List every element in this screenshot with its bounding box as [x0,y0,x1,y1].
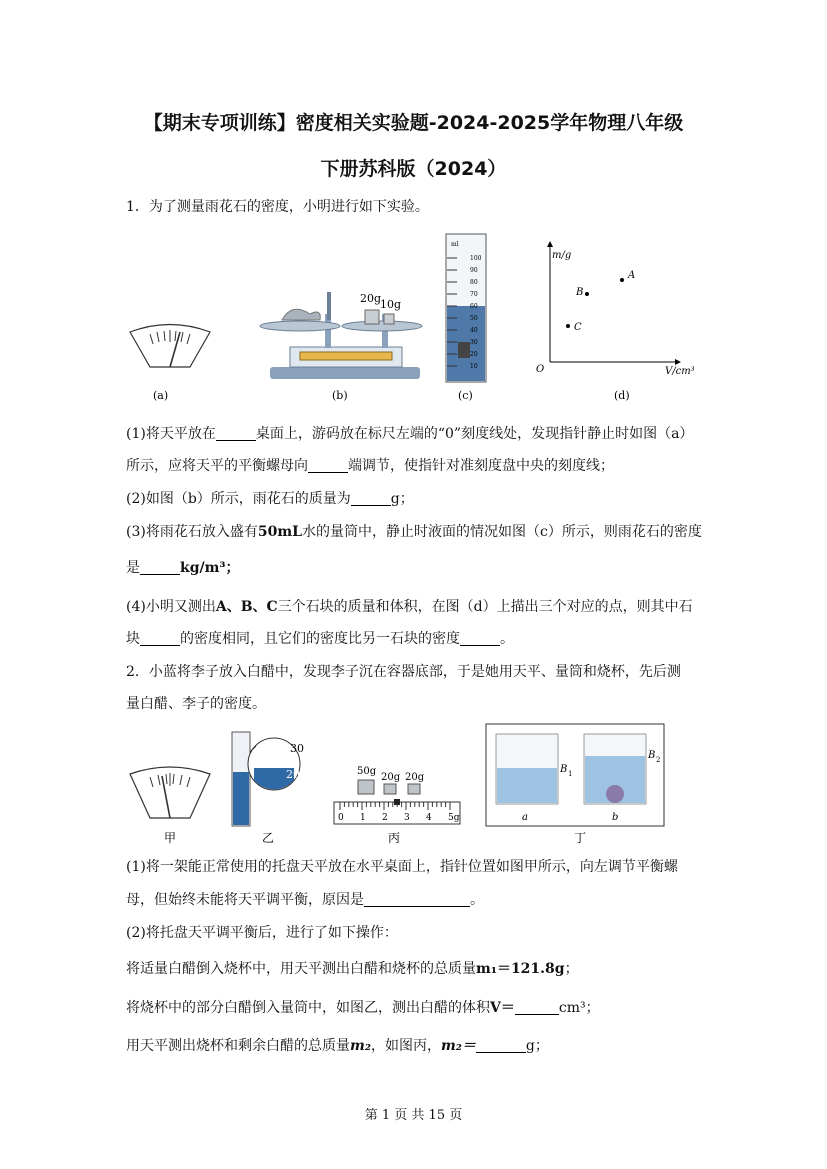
scale-label: 0 [338,813,344,823]
q1-figure [120,222,720,412]
label-b2-sub: 2 [656,756,661,764]
scale-label: 1 [360,813,366,823]
cap-yi: 乙 [262,831,275,845]
balance-b-figure [260,292,422,402]
cyl-tick-label: 50 [470,315,478,322]
cyl-tick-label: 60 [470,303,478,310]
answer-blank-9[interactable] [476,1038,526,1053]
q2-figure [124,722,684,852]
point-a-label: A [628,270,636,281]
label-b1: B [560,764,568,775]
q1-stem: 1．为了测量雨花石的密度，小明进行如下实验。 [126,199,429,215]
cap-b: (b) [332,389,348,402]
zoom-30: 30 [290,742,304,755]
cap-jia: 甲 [164,831,177,845]
graph-origin: O [536,364,545,375]
weight-20g: 20g [360,292,382,305]
q1-part3-line2: 是 kg/m³； [126,560,240,576]
graph-ylabel: m/g [552,250,572,261]
answer-blank-3[interactable] [351,491,391,506]
zoom-20: 20 [286,768,300,781]
label-sub-b: b [612,812,619,823]
q2-step2: 将烧杯中的部分白醋倒入量筒中，如图乙，测出白醋的体积V＝ cm³； [126,1000,600,1016]
cyl-tick-label: 90 [470,267,478,274]
cyl-tick-label: 70 [470,291,478,298]
q1-part4-line2: 块 的密度相同，且它们的密度比另一石块的密度 。 [126,631,514,647]
cap-d: (d) [614,389,630,402]
q2-step3: 用天平测出烧杯和剩余白醋的总质量m₂，如图丙，m₂＝ g； [126,1038,549,1054]
graph-d-figure [536,242,695,402]
label-sub-a: a [522,812,528,823]
scale-label: 3 [404,813,410,823]
cap-ding: 丁 [574,831,587,845]
cyl-tick-label: 100 [470,255,482,262]
cylinder-yi-figure [232,732,304,845]
doc-title-line1: 【期末专项训练】密度相关实验题-2024-2025学年物理八年级 [143,112,684,134]
label-b2: B [648,750,656,761]
answer-blank-6[interactable] [460,631,500,646]
q2-part1-line1: (1)将一架能正常使用的托盘天平放在水平桌面上，指针位置如图甲所示，向左调节平衡螺 [126,859,678,875]
point-b [585,292,589,296]
q2-part2: (2)将托盘天平调平衡后，进行了如下操作： [126,925,398,941]
q1-part4-line1: (4)小明又测出A、B、C三个石块的质量和体积，在图（d）上描出三个对应的点，则其中石 [126,599,693,615]
q1-part3-line1: (3)将雨花石放入盛有50mL水的量筒中，静止时液面的情况如图（c）所示，则雨花石的密度 [126,524,702,540]
point-b-label: B [576,287,584,298]
dial-a-figure [130,325,210,403]
q1-part1-line2: 所示，应将天平的平衡螺母向 端调节，使指针对准刻度盘中央的刻度线； [126,458,614,474]
cap-a: (a) [153,389,169,402]
q2-stem-line2: 量白醋、李子的密度。 [126,696,266,712]
scale-label: 4 [426,813,432,823]
cyl-unit: ml [451,241,459,248]
doc-title-line2: 下册苏科版（2024） [320,158,507,180]
q2-stem-line1: 2．小蓝将李子放入白醋中，发现李子沉在容器底部，于是她用天平、量筒和烧杯，先后测 [126,664,681,680]
answer-blank-4[interactable] [140,560,180,575]
cylinder-c-figure [446,234,486,402]
scale-bing-figure [334,766,460,845]
weight-20g-b: 20g [405,772,425,783]
q1-part1-line1: (1)将天平放在 桌面上，游码放在标尺左端的“0”刻度线处，发现指针静止时如图（a） [126,426,694,442]
beakers-ding-figure [486,724,664,845]
point-c-label: C [574,322,582,333]
scale-label: 5g [448,813,460,823]
graph-xlabel: V/cm³ [665,366,695,377]
answer-blank-1[interactable] [216,426,256,441]
cyl-tick-label: 20 [470,351,478,358]
q2-part1-line2: 母，但始终未能将天平调平衡，原因是 。 [126,892,484,908]
answer-blank-5[interactable] [140,631,180,646]
q1-part2: (2)如图（b）所示，雨花石的质量为 g； [126,491,414,507]
label-b1-sub: 1 [568,770,573,778]
weight-10g: 10g [380,298,402,311]
cap-c: (c) [458,389,473,402]
point-c [566,324,570,328]
page-footer: 第 1 页 共 15 页 [364,1108,463,1123]
answer-blank-2[interactable] [308,458,348,473]
point-a [620,278,624,282]
cyl-tick-label: 30 [470,339,478,346]
weight-20g-a: 20g [381,772,401,783]
cyl-tick-label: 10 [470,363,478,370]
q2-step1: 将适量白醋倒入烧杯中，用天平测出白醋和烧杯的总质量m₁＝121.8g； [126,961,579,977]
cap-bing: 丙 [388,831,401,845]
weight-50g: 50g [357,766,377,777]
cyl-tick-label: 80 [470,279,478,286]
answer-blank-7[interactable] [364,892,470,907]
dial-jia-figure [130,767,210,845]
cyl-tick-label: 40 [470,327,478,334]
scale-label: 2 [382,813,388,823]
answer-blank-8[interactable] [515,1000,559,1015]
